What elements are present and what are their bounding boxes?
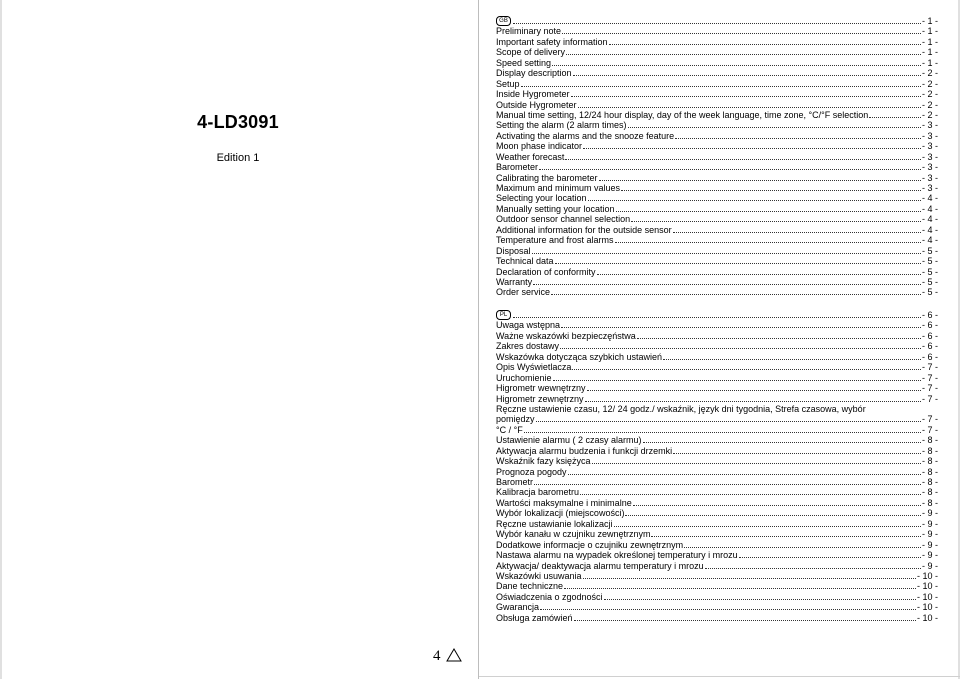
dot-leader xyxy=(673,232,921,233)
dot-leader xyxy=(571,96,921,97)
toc-title: Scope of delivery xyxy=(496,47,566,58)
toc-page: - 7 - xyxy=(921,383,938,394)
toc-entry[interactable] xyxy=(496,560,938,570)
toc-entry-wrapped-line xyxy=(496,404,938,414)
toc-entry[interactable] xyxy=(496,330,938,340)
toc-entry[interactable] xyxy=(496,277,938,287)
dot-leader xyxy=(553,380,921,381)
toc-entry[interactable] xyxy=(496,414,938,424)
toc-title: Dodatkowe informacje o czujniku zewnętrznym xyxy=(496,539,684,550)
dot-leader xyxy=(631,221,921,222)
toc-page: - 5 - xyxy=(921,287,938,298)
dot-leader xyxy=(521,86,921,87)
toc-page: - 5 - xyxy=(921,245,938,256)
toc-title: Disposal xyxy=(496,245,531,256)
dot-leader xyxy=(555,263,921,264)
toc-title: Wskazówka dotycząca szybkich ustawień xyxy=(496,351,663,362)
toc-title: Kalibracja barometru xyxy=(496,487,580,498)
toc-entry[interactable] xyxy=(496,68,938,78)
toc-entry[interactable] xyxy=(496,383,938,393)
toc-entry[interactable] xyxy=(496,183,938,193)
toc-page: - 1 - xyxy=(921,57,938,68)
toc-page: - 2 - xyxy=(921,68,938,79)
toc-page: - 3 - xyxy=(921,141,938,152)
pl-flag-icon: PL xyxy=(496,310,511,320)
toc-title: Ważne wskazówki bezpieczęństwa xyxy=(496,330,636,341)
dot-leader xyxy=(540,609,916,610)
toc-entry[interactable] xyxy=(496,36,938,46)
toc-entry[interactable] xyxy=(496,487,938,497)
toc-entry[interactable] xyxy=(496,245,938,255)
toc-title: Barometer xyxy=(496,162,539,173)
toc-page: - 1 - xyxy=(921,26,938,37)
dot-leader xyxy=(663,359,921,360)
toc-page: - 9 - xyxy=(921,529,938,540)
toc-entry[interactable] xyxy=(496,57,938,67)
toc-title: Setup xyxy=(496,78,520,89)
toc-page: - 8 - xyxy=(921,497,938,508)
toc-language-row xyxy=(496,309,938,320)
toc-entry[interactable] xyxy=(496,162,938,172)
toc-page: - 8 - xyxy=(921,435,938,446)
toc-entry[interactable] xyxy=(496,456,938,466)
toc-title: Uruchomienie xyxy=(496,372,552,383)
dot-leader xyxy=(673,453,921,454)
edition-label: Edition 1 xyxy=(216,152,260,164)
toc-title: Inside Hygrometer xyxy=(496,89,570,100)
dot-leader xyxy=(572,369,921,370)
toc-entry[interactable] xyxy=(496,612,938,622)
toc-title: Technical data xyxy=(496,256,554,267)
dot-leader xyxy=(609,44,921,45)
toc-title: Display description xyxy=(496,68,572,79)
toc-entry[interactable] xyxy=(496,341,938,351)
dot-leader xyxy=(633,505,921,506)
dot-leader xyxy=(614,526,921,527)
toc-page: - 9 - xyxy=(921,508,938,519)
bottom-border xyxy=(479,676,960,677)
toc-page: - 8 - xyxy=(921,445,938,456)
dot-leader xyxy=(524,432,921,433)
dot-leader xyxy=(675,138,921,139)
toc-page: - 4 - xyxy=(921,235,938,246)
toc-page: - 7 - xyxy=(921,372,938,383)
toc-page: - 10 - xyxy=(916,602,938,613)
toc-entry[interactable] xyxy=(496,193,938,203)
toc-title: Activating the alarms and the snooze feature xyxy=(496,130,675,141)
toc-title: Wskazówki usuwania xyxy=(496,570,582,581)
dot-leader xyxy=(616,211,921,212)
toc-entry[interactable] xyxy=(496,320,938,330)
toc-title: Uwaga wstępna xyxy=(496,320,561,331)
toc-page: - 5 - xyxy=(921,276,938,287)
toc-page: - 8 - xyxy=(921,456,938,467)
toc-page: - 8 - xyxy=(921,466,938,477)
toc-entry[interactable] xyxy=(496,529,938,539)
toc-title: Selecting your location xyxy=(496,193,587,204)
dot-leader xyxy=(625,515,921,516)
toc-title: Temperature and frost alarms xyxy=(496,235,614,246)
toc-page: - 8 - xyxy=(921,487,938,498)
toc-title: Manual time setting, 12/24 hour display, day of the week language, time zone, °C/°F selection xyxy=(496,109,869,120)
toc-title: Prognoza pogody xyxy=(496,466,567,477)
toc-page: - 3 - xyxy=(921,151,938,162)
toc-page: - 3 - xyxy=(921,130,938,141)
dot-leader xyxy=(597,274,921,275)
toc-entry[interactable] xyxy=(496,351,938,361)
dot-leader xyxy=(651,536,921,537)
toc-page: - 6 - xyxy=(921,341,938,352)
toc-title: Speed setting xyxy=(496,57,552,68)
dot-leader xyxy=(588,200,921,201)
toc-page: - 9 - xyxy=(921,550,938,561)
toc-entry[interactable] xyxy=(496,393,938,403)
toc-title: Gwarancja xyxy=(496,602,540,613)
toc-title: Setting the alarm (2 alarm times) xyxy=(496,120,627,131)
toc-page: - 1 - xyxy=(921,16,938,26)
page-number: 4 xyxy=(433,648,441,664)
toc-title: Higrometr wewnętrzny xyxy=(496,383,586,394)
toc-page: - 7 - xyxy=(921,393,938,404)
toc-page: - 6 - xyxy=(921,351,938,362)
dot-leader xyxy=(534,484,921,485)
toc-title: Nastawa alarmu na wypadek określonej temperatury i mrozu xyxy=(496,550,738,561)
toc-english xyxy=(496,15,938,297)
dot-leader xyxy=(869,117,921,118)
toc-page: - 4 - xyxy=(921,214,938,225)
toc-entry[interactable] xyxy=(496,89,938,99)
dot-leader xyxy=(565,159,921,160)
toc-entry[interactable] xyxy=(496,256,938,266)
dot-leader xyxy=(561,327,921,328)
toc-title: Warranty xyxy=(496,276,533,287)
toc-entry[interactable] xyxy=(496,581,938,591)
dot-leader xyxy=(587,390,921,391)
warning-triangle-icon xyxy=(446,648,462,662)
dot-leader xyxy=(684,547,921,548)
toc-page: - 9 - xyxy=(921,518,938,529)
dot-leader xyxy=(564,588,916,589)
toc-title: Wybór kanału w czujniku zewnętrznym xyxy=(496,529,651,540)
toc-entry[interactable] xyxy=(496,130,938,140)
toc-page: - 10 - xyxy=(916,591,938,602)
toc-title: Wartości maksymalne i minimalne xyxy=(496,497,632,508)
left-cover-panel xyxy=(0,0,479,679)
toc-page: - 10 - xyxy=(916,570,938,581)
dot-leader xyxy=(604,599,916,600)
toc-page: - 3 - xyxy=(921,162,938,173)
toc-page: - 6 - xyxy=(921,310,938,320)
toc-page: - 5 - xyxy=(921,256,938,267)
toc-title: Declaration of conformity xyxy=(496,266,596,277)
left-edge-line xyxy=(0,0,2,679)
toc-entry[interactable] xyxy=(496,571,938,581)
toc-page: - 9 - xyxy=(921,560,938,571)
toc-entry[interactable] xyxy=(496,602,938,612)
toc-page: - 3 - xyxy=(921,172,938,183)
toc-title: pomiędzy xyxy=(496,414,535,425)
toc-entry[interactable] xyxy=(496,477,938,487)
toc-entry[interactable] xyxy=(496,497,938,507)
dot-leader xyxy=(560,348,921,349)
toc-title: Wskaźnik fazy księżyca xyxy=(496,456,591,467)
toc-page: - 6 - xyxy=(921,330,938,341)
toc-entry[interactable] xyxy=(496,110,938,120)
toc-entry[interactable] xyxy=(496,26,938,36)
toc-title: Aktywacja/ deaktywacja alarmu temperatury i mrozu xyxy=(496,560,704,571)
toc-polish xyxy=(496,309,938,623)
toc-title: Wybór lokalizacji (miejscowości) xyxy=(496,508,625,519)
dot-leader xyxy=(566,54,921,55)
toc-page: - 1 - xyxy=(921,36,938,47)
dot-leader xyxy=(628,127,921,128)
toc-title: °C / °F xyxy=(496,424,523,435)
dot-leader xyxy=(621,190,921,191)
toc-entry[interactable] xyxy=(496,424,938,434)
toc-title: Opis Wyświetlacza xyxy=(496,362,572,373)
toc-title: Higrometr zewnętrzny xyxy=(496,393,584,404)
toc-page: - 9 - xyxy=(921,539,938,550)
toc-entry[interactable] xyxy=(496,550,938,560)
toc-page: - 3 - xyxy=(921,120,938,131)
toc-page: - 7 - xyxy=(921,414,938,425)
dot-leader xyxy=(551,294,921,295)
toc-title: Oświadczenia o zgodności xyxy=(496,591,603,602)
toc-page: - 8 - xyxy=(921,477,938,487)
dot-leader xyxy=(585,401,921,402)
toc-entry[interactable] xyxy=(496,466,938,476)
model-title: 4-LD3091 xyxy=(197,112,279,132)
toc-title: Obsługa zamówień xyxy=(496,612,573,623)
toc-title: Ustawienie alarmu ( 2 czasy alarmu) xyxy=(496,435,642,446)
toc-page: - 5 - xyxy=(921,266,938,277)
toc-page: - 4 - xyxy=(921,224,938,235)
toc-title: Dane techniczne xyxy=(496,581,564,592)
toc-title: Important safety information xyxy=(496,36,608,47)
toc-entry[interactable] xyxy=(496,151,938,161)
toc-entry[interactable] xyxy=(496,372,938,382)
toc-entry[interactable] xyxy=(496,141,938,151)
toc-page: - 10 - xyxy=(916,612,938,623)
dot-leader xyxy=(705,568,921,569)
toc-title: Moon phase indicator xyxy=(496,141,583,152)
toc-title: Manually setting your location xyxy=(496,203,615,214)
toc-entry[interactable] xyxy=(496,266,938,276)
toc-title: Weather forecast xyxy=(496,151,565,162)
toc-title: Aktywacja alarmu budzenia i funkcji drzemki xyxy=(496,445,673,456)
toc-entry[interactable] xyxy=(496,508,938,518)
toc-page: - 2 - xyxy=(921,89,938,100)
toc-entry[interactable] xyxy=(496,47,938,57)
toc-entry[interactable] xyxy=(496,445,938,455)
toc-page: - 10 - xyxy=(916,581,938,592)
dot-leader xyxy=(536,421,921,422)
toc-title: Outdoor sensor channel selection xyxy=(496,214,631,225)
dot-leader xyxy=(615,242,921,243)
toc-title: Calibrating the barometer xyxy=(496,172,598,183)
toc-page: - 6 - xyxy=(921,320,938,331)
toc-page: - 4 - xyxy=(921,203,938,214)
toc-page: - 1 - xyxy=(921,47,938,58)
toc-page: - 2 - xyxy=(921,78,938,89)
toc-page: - 7 - xyxy=(921,362,938,373)
toc-entry[interactable] xyxy=(496,435,938,445)
toc-entry[interactable] xyxy=(496,591,938,601)
toc-title: Ręczne ustawienie czasu, 12/ 24 godz./ wskaźnik, język dni tygodnia, Strefa czasowa, wybór xyxy=(496,403,866,414)
toc-entry[interactable] xyxy=(496,539,938,549)
toc-page: - 2 - xyxy=(921,109,938,120)
toc-entry[interactable] xyxy=(496,203,938,213)
toc-title: Zakres dostawy xyxy=(496,341,560,352)
dot-leader xyxy=(583,148,921,149)
toc-entry[interactable] xyxy=(496,287,938,297)
toc-page: - 2 - xyxy=(921,99,938,110)
toc-entry[interactable] xyxy=(496,235,938,245)
dot-leader xyxy=(637,338,921,339)
dot-leader xyxy=(574,620,916,621)
toc-title: Preliminary note xyxy=(496,26,562,37)
toc-title: Maximum and minimum values xyxy=(496,183,621,193)
toc-page: - 7 - xyxy=(921,424,938,435)
toc-entry[interactable] xyxy=(496,362,938,372)
gb-flag-icon: GB xyxy=(496,16,511,26)
toc-language-row xyxy=(496,15,938,26)
toc-entry[interactable] xyxy=(496,78,938,88)
toc-title: Additional information for the outside sensor xyxy=(496,224,672,235)
toc-title: Order service xyxy=(496,287,551,298)
dot-leader xyxy=(539,169,921,170)
toc-entry[interactable] xyxy=(496,172,938,182)
dot-leader xyxy=(599,180,921,181)
dot-leader xyxy=(580,494,921,495)
dot-leader xyxy=(643,442,921,443)
toc-title: Ręczne ustawianie lokalizacji xyxy=(496,518,613,529)
dot-leader xyxy=(578,107,921,108)
dot-leader xyxy=(568,474,921,475)
dot-leader xyxy=(552,65,921,66)
toc-title: Barometr xyxy=(496,477,534,487)
dot-leader xyxy=(592,463,921,464)
toc-title: Outside Hygrometer xyxy=(496,99,577,110)
toc-entry[interactable] xyxy=(496,224,938,234)
toc-page: - 4 - xyxy=(921,193,938,204)
dot-leader xyxy=(739,557,921,558)
dot-leader xyxy=(562,33,921,34)
dot-leader xyxy=(533,284,921,285)
toc-entry[interactable] xyxy=(496,120,938,130)
dot-leader xyxy=(583,578,916,579)
dot-leader xyxy=(573,75,921,76)
toc-entry[interactable] xyxy=(496,214,938,224)
toc-entry[interactable] xyxy=(496,99,938,109)
toc-page: - 3 - xyxy=(921,183,938,193)
toc-entry[interactable] xyxy=(496,518,938,528)
dot-leader xyxy=(532,253,921,254)
